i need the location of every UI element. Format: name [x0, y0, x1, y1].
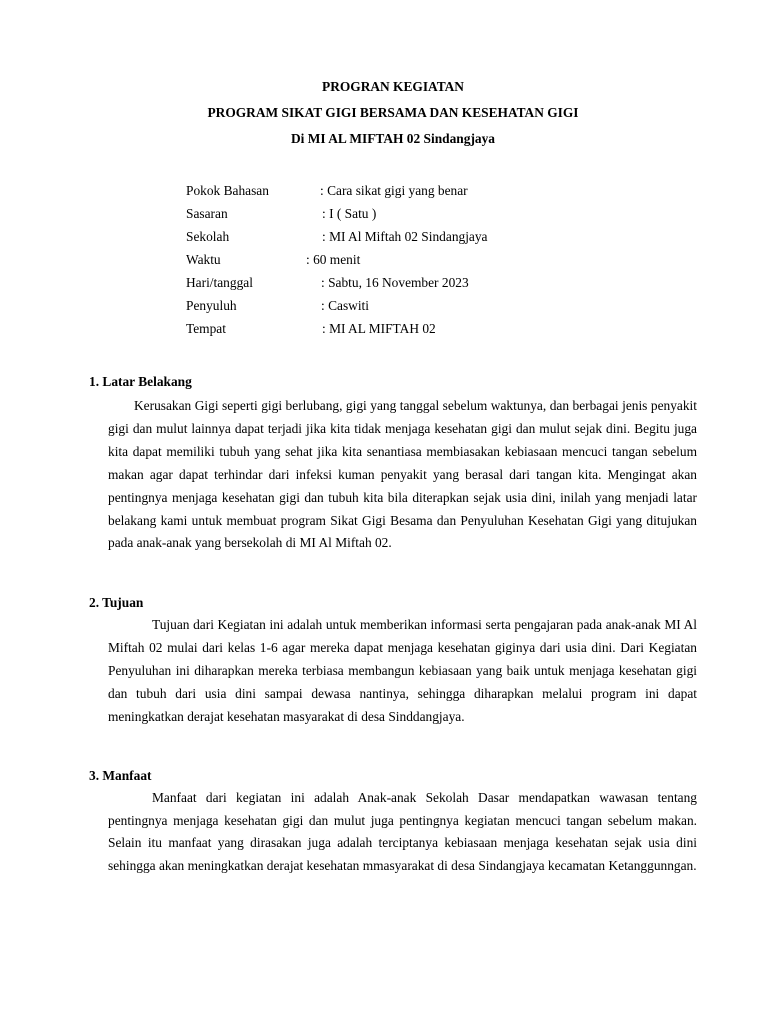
program-title: PROGRAM SIKAT GIGI BERSAMA DAN KESEHATAN GIGI: [207, 105, 579, 120]
info-label: Pokok Bahasan: [186, 183, 269, 198]
info-value: : Sabtu, 16 November 2023: [321, 275, 469, 290]
info-label: Penyuluh: [186, 298, 237, 313]
section-body-latar-belakang: Kerusakan Gigi seperti gigi berlubang, gigi yang tanggal sebelum waktunya, dan berbagai jenis penyakit gigi dan mulut lainnya dapat terjadi jika kita tidak menjaga kesehatan gigi dan mulut sejak dini. Begitu juga kita dapat memiliki tubuh yang sehat jika kita senantiasa membiasakan kebiasaan mencuci tangan sebelum makan agar dapat terhindar dari infeksi kuman penyakit yang berasal dari tangan kita. Mengingat akan pentingnya menjaga kesehatan gigi dan tubuh kita bila diterapkan sejak usia dini, inilah yang menjadi latar belakang kami untuk membuat program Sikat Gigi Besama dan Penyuluhan Kesehatan Gigi yang ditujukan pada anak-anak yang bersekolah di MI Al Miftah 02.: [108, 398, 697, 551]
info-value: : 60 menit: [306, 252, 361, 267]
info-label: Sekolah: [186, 229, 230, 244]
info-label: Waktu: [186, 252, 221, 267]
info-label: Tempat: [186, 321, 226, 336]
section-heading-manfaat: 3. Manfaat: [89, 768, 152, 783]
info-value: : MI Al Miftah 02 Sindangjaya: [322, 229, 488, 244]
info-label: Sasaran: [186, 206, 228, 221]
document-title: PROGRAN KEGIATAN: [322, 79, 464, 94]
section-body-manfaat: Manfaat dari kegiatan ini adalah Anak-anak Sekolah Dasar mendapatkan wawasan tentang pentingnya menjaga kesehatan gigi dan mulut juga pentingnya kegiatan mencuci tangan sebelum makan. Selain itu manfaat yang dirasakan juga adalah terciptanya kebiasaan menjaga kesehatan sejak usia dini sehingga akan meningkatkan derajat kesehatan mmasyarakat di desa Sindangjaya kecamatan Ketanggunngan.: [108, 790, 697, 873]
section-heading-latar-belakang: 1. Latar Belakang: [89, 374, 192, 389]
section-heading-tujuan: 2. Tujuan: [89, 595, 144, 610]
section-body-tujuan: Tujuan dari Kegiatan ini adalah untuk memberikan informasi serta pengajaran pada anak-anak MI Al Miftah 02 mulai dari kelas 1-6 agar mereka dapat menjaga kesehatan giginya dari usia dini. Dari Kegiatan Penyuluhan ini diharapkan mereka terbiasa membangun kebiasaan yang baik untuk menjaga kesehatan gigi dan tubuh dari usia dini sampai dewasa nantinya, sehingga diharapkan melalui program ini dapat meningkatkan derajat kesehatan masyarakat di desa Sinddangjaya.: [108, 617, 697, 724]
info-value: : Cara sikat gigi yang benar: [320, 183, 468, 198]
info-value: : Caswiti: [321, 298, 369, 313]
info-value: : I ( Satu ): [322, 206, 377, 221]
location-title: Di MI AL MIFTAH 02 Sindangjaya: [291, 131, 495, 146]
info-label: Hari/tanggal: [186, 275, 253, 290]
info-value: : MI AL MIFTAH 02: [322, 321, 436, 336]
